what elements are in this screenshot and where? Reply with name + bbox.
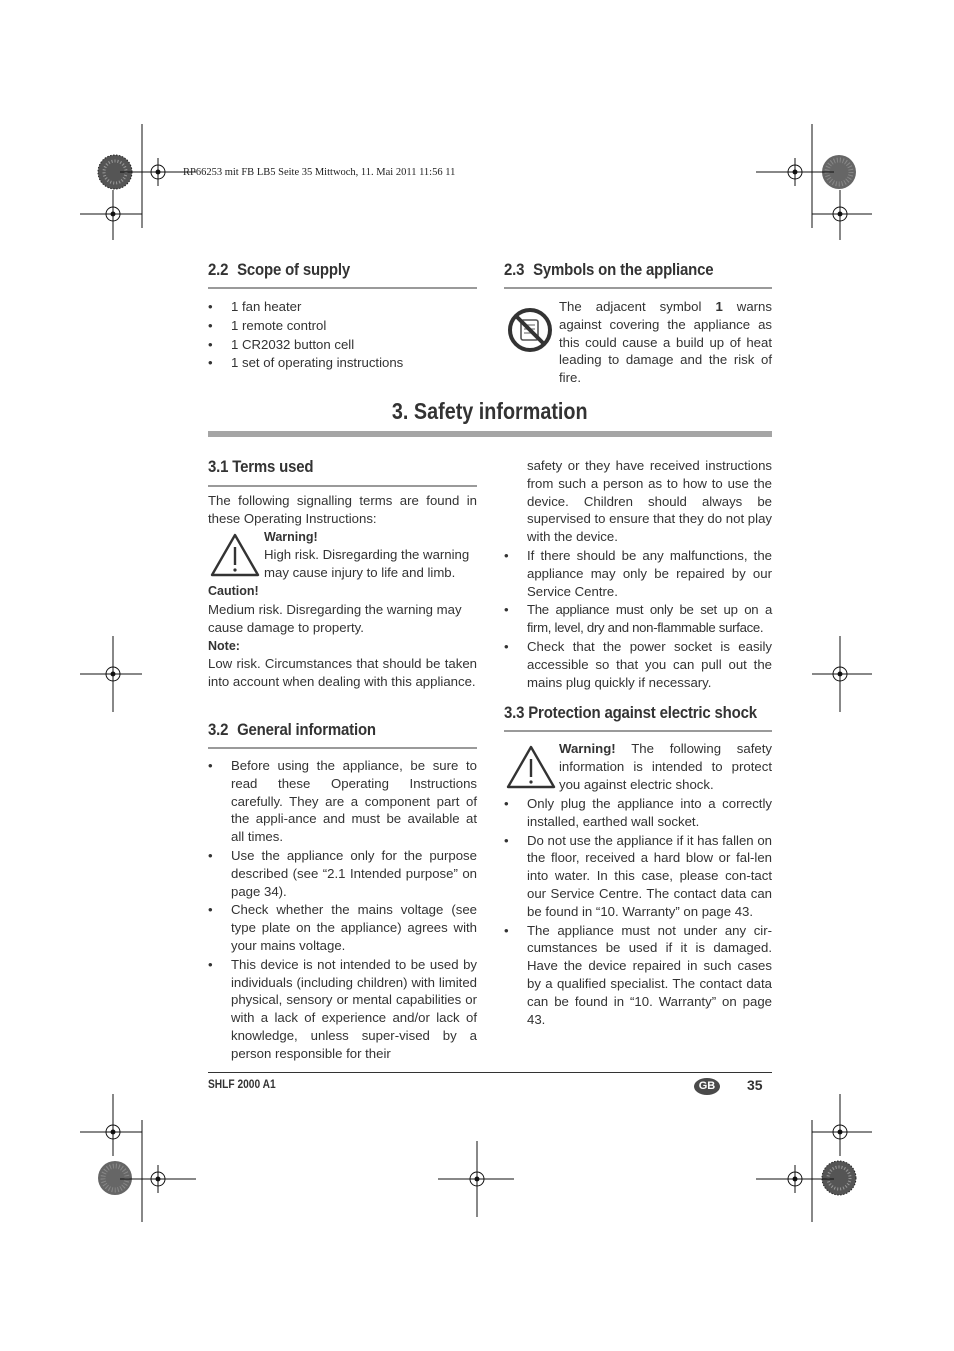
list-item: • 1 CR2032 button cell [208, 336, 355, 352]
warning-triangle-icon [505, 744, 557, 790]
list-item: • Check that the power socket is easily accessible so that you can pull out the mains plug quickly if necessary. [504, 638, 772, 690]
warning-text: High risk. Disregarding the warning may cause injury to life and limb. [264, 547, 470, 580]
section-title: 3.1 Terms used [208, 457, 314, 476]
list-item: • 1 set of operating instructions [208, 355, 404, 371]
list-item: • The appliance must not under any cir-cumstances be used if it is damaged. Have the device repaired in such cases by a qualified specialist. The contact data can be found in “10. Warranty” on page 43. [504, 922, 772, 1027]
note-text: Low risk. Circumstances that should be taken into account when dealing with this appliance. [208, 656, 477, 689]
scope-list [208, 298, 477, 373]
general-cont-list [504, 547, 772, 692]
bullet: • [208, 355, 213, 371]
section-title: General information [237, 720, 376, 739]
section-rule [504, 287, 772, 289]
list-item: • 1 remote control [208, 317, 327, 333]
list-item: • Use the appliance only for the purpose described (see “2.1 Intended purpose” on page 34). [208, 847, 477, 899]
general-list [208, 757, 477, 1064]
section-title: Scope of supply [237, 260, 350, 279]
electric-list [504, 795, 772, 1029]
section-number: 2.3 [504, 260, 525, 279]
bullet: • [504, 638, 509, 654]
section-number: 3.2 [208, 720, 229, 739]
bullet: • [208, 317, 213, 333]
warning-label: Warning! [559, 741, 616, 756]
section-heading-symbols [504, 260, 713, 280]
page-number: 35 [747, 1077, 763, 1093]
caution-text: Medium risk. Disregarding the warning may cause damage to property. [208, 602, 462, 635]
chapter-rule [208, 431, 772, 437]
bullet: • [208, 902, 213, 918]
chapter-title: 3. Safety information [392, 398, 588, 424]
language-badge: GB [694, 1078, 720, 1095]
general-continuation: safety or they have received instructions from such a person as to how to use the device. Children should always be supervised to ensure that they do not play with the device. [527, 458, 772, 545]
footer-rule [208, 1072, 772, 1073]
section-heading-general [208, 720, 376, 740]
bullet: • [504, 922, 509, 938]
footer-model: SHLF 2000 A1 [208, 1077, 276, 1091]
list-item: • If there should be any malfunctions, the appliance may only be repaired by our Service Centre. [504, 548, 772, 599]
registration-circle-icon [98, 1161, 132, 1195]
electric-warning: Warning! The following safety information is intended to protect you against electric shock. [559, 741, 772, 792]
warning-label: Warning! [264, 530, 318, 544]
bullet: • [504, 832, 509, 848]
registration-circle-icon [822, 1161, 856, 1195]
list-item: • Check whether the mains voltage (see type plate on the appliance) agrees with your mains voltage. [208, 902, 477, 953]
bullet: • [208, 758, 213, 773]
symbols-paragraph: The adjacent symbol 1 warns against covering the appliance as this could cause a build up of heat leading to damage and the risk of fire. [559, 299, 772, 386]
section-rule [208, 747, 477, 749]
list-item: • 1 fan heater [208, 299, 302, 314]
list-item: • Before using the appliance, be sure to read these Operating Instructions carefully. They are a component part of the appli-ance and must be available at all times. [208, 758, 477, 845]
caution-label: Caution! [208, 584, 259, 598]
bullet: • [208, 336, 213, 352]
warning-triangle-icon [209, 532, 261, 578]
section-title: Symbols on the appliance [533, 260, 714, 279]
list-item: • This device is not intended to be used by individuals (including children) with limited physical, sensory or mental capabilities or with a lack of experience and/or lack of knowledge, unless super-vised by a person responsible for their [208, 956, 477, 1061]
section-title: 3.3 Protection against electric shock [504, 703, 757, 722]
bullet: • [504, 796, 509, 811]
do-not-cover-icon [506, 306, 554, 354]
figure-reference: 1 [715, 299, 723, 314]
list-item: • Only plug the appliance into a correctly installed, earthed wall socket. [504, 796, 772, 829]
terms-intro: The following signalling terms are found in these Operating Instructions: [208, 493, 477, 526]
note-label: Note: [208, 639, 240, 653]
list-item: • Do not use the appliance if it has fallen on the floor, received a hard blow or fal-len into water. In this case, please con-tact our Service Centre. The contact data can be found in “10. Warranty” on page 43. [504, 832, 772, 919]
section-heading-scope [208, 260, 350, 280]
bullet: • [208, 847, 213, 863]
section-rule [504, 730, 772, 732]
bullet: • [504, 602, 509, 618]
section-rule [208, 287, 477, 289]
section-number: 2.2 [208, 260, 229, 279]
list-item: • The appliance must only be set up on a firm, level, dry and non-flammable surface. [504, 602, 772, 636]
section-heading-terms [208, 457, 313, 477]
bullet: • [208, 299, 213, 314]
bullet: • [208, 956, 213, 972]
print-header: RP66253 mit FB LB5 Seite 35 Mittwoch, 11. Mai 2011 11:56 11 [183, 167, 456, 178]
section-rule [208, 485, 477, 487]
section-heading-electric [504, 703, 757, 723]
bullet: • [504, 548, 509, 563]
